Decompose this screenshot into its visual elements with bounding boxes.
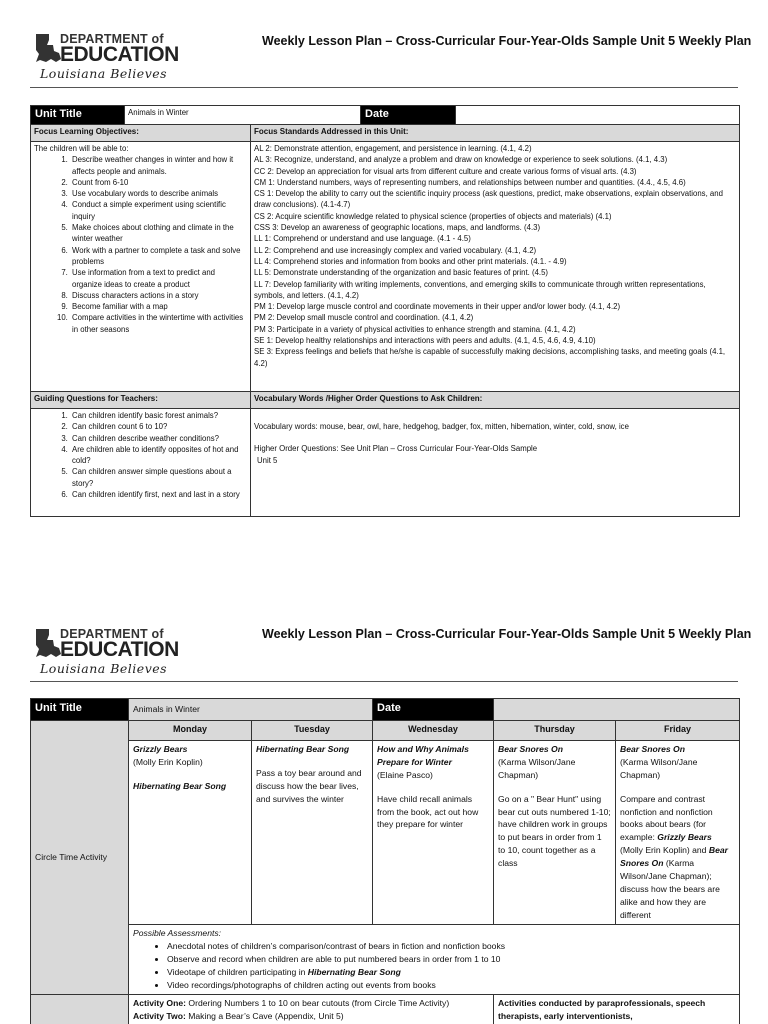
objective-item: 3. Use vocabulary words to describe animals	[70, 188, 247, 199]
document-title: Weekly Lesson Plan – Cross-Curricular Four-Year-Olds Sample Unit 5 Weekly Plan	[262, 627, 752, 641]
guiding-question: 3. Can children describe weather conditions?	[70, 433, 247, 444]
book-title: Bear Snores On	[620, 845, 728, 869]
thursday-activity	[494, 741, 616, 925]
logo-tagline: Louisiana Believes	[40, 66, 168, 81]
logo-education: EDUCATION	[60, 43, 179, 66]
guiding-question: 4. Are children able to identify opposites of hot and cold?	[70, 444, 247, 467]
date-label: Date	[373, 699, 494, 721]
book-title: Bear Snores On	[620, 744, 685, 754]
book-author: (Elaine Pasco)	[377, 769, 433, 780]
day-wednesday: Wednesday	[373, 721, 494, 741]
day-tuesday: Tuesday	[252, 721, 373, 741]
wednesday-activity	[373, 741, 494, 925]
standard-item: PM 3: Participate in a variety of physical activities to enhance strength and stamina. (4.1, 4.2)	[254, 324, 576, 334]
unit-plan-table	[30, 105, 740, 517]
day-thursday: Thursday	[494, 721, 616, 741]
paraprofessional-text: Activities conducted by paraprofessionals, speech therapists, early interventionists,	[498, 998, 706, 1021]
guiding-question: 2. Can children count 6 to 10?	[70, 421, 247, 432]
monday-activity	[129, 741, 252, 925]
song-title: Hibernating Bear Song	[256, 744, 350, 754]
objective-item: 9. Become familiar with a map	[70, 301, 247, 312]
guiding-questions-list	[34, 410, 247, 500]
unit-title-label: Unit Title	[31, 699, 129, 721]
doe-logo	[30, 30, 180, 86]
header-divider	[30, 87, 738, 88]
activity-one-label: Activity One:	[133, 998, 187, 1008]
unit-title-value: Animals in Winter	[129, 699, 373, 721]
objective-item: 5. Make choices about clothing and climate in the winter weather	[70, 222, 247, 245]
objectives-list	[34, 154, 247, 335]
standards-header: Focus Standards Addressed in this Unit:	[251, 124, 740, 141]
standard-item: LL 2: Comprehend and use increasingly complex and varied vocabulary. (4.1, 4.2)	[254, 245, 537, 255]
activity-description: Pass a toy bear around and discuss how the bear lives, and survives the winter	[256, 767, 362, 804]
assessment-item: • Observe and record when children are able to put numbered bears in order from 1 to 10	[167, 953, 735, 966]
standard-item: CSS 3: Develop an awareness of geographic locations, maps, and landforms. (4.3)	[254, 223, 541, 233]
standard-item: CC 2: Develop an appreciation for visual arts from different culture and create various forms of visual arts. (4.3)	[254, 166, 637, 176]
objective-item: 1. Describe weather changes in winter and how it affects people and animals.	[70, 154, 247, 177]
book-author: (Karma Wilson/Jane Chapman)	[620, 756, 698, 780]
standard-item: LL 5: Demonstrate understanding of the organization and basic features of print. (4.5)	[254, 268, 549, 278]
description-text: (Karma Wilson/Jane Chapman); discuss how the bears are alike and how they are different	[620, 858, 720, 920]
activity-description: Go on a " Bear Hunt" using bear cut outs numbered 1-10; have children work in groups to put bears in order from 1 to 10, count together as a class	[498, 793, 611, 869]
circle-time-label: Circle Time Activity	[31, 721, 129, 995]
objectives-intro: The children will be able to:	[34, 143, 129, 153]
activity-description: Have child recall animals from the book, act out how they prepare for winter	[377, 793, 479, 830]
louisiana-state-icon	[34, 32, 62, 66]
standard-item: LL 7: Develop familiarity with writing implements, conventions, and emerging skills to communicate through written representations, symbols, and letters. (4.1, 4.2)	[254, 279, 706, 300]
vocabulary-words: Vocabulary words: mouse, bear, owl, hare, hedgehog, badger, fox, mitten, hibernation, winter, cold, snow, ice	[254, 421, 629, 431]
date-label: Date	[361, 106, 456, 125]
unit-title-label: Unit Title	[31, 106, 125, 125]
book-title: Grizzly Bears	[657, 832, 712, 843]
standard-item: CS 1: Develop the ability to carry out the scientific inquiry process (ask questions, predict, make observations, explain observations, and draw conclusions). (4.1-4.7)	[254, 189, 723, 210]
document-title: Weekly Lesson Plan – Cross-Curricular Four-Year-Olds Sample Unit 5 Weekly Plan	[262, 34, 752, 48]
standard-item: CM 1: Understand numbers, ways of representing numbers, and relationships between number and quantities. (4.4., 4.5, 4.6)	[254, 177, 686, 187]
activity-two-label: Activity Two:	[133, 1010, 186, 1021]
unit-title-value: Animals in Winter	[125, 106, 361, 125]
higher-order-unit: Unit 5	[257, 455, 278, 465]
higher-order-questions: Higher Order Questions: See Unit Plan – Cross Curricular Four-Year-Olds Sample	[254, 444, 538, 454]
objective-item: 7. Use information from a text to predict and organize ideas to create a product	[70, 267, 247, 290]
activity-two-text: Making a Bear’s Cave (Appendix, Unit 5)	[188, 1010, 344, 1021]
objective-item: 10. Compare activities in the wintertime with activities in other seasons	[70, 312, 247, 335]
standard-item: SE 1: Develop healthy relationships and interactions with peers and adults. (4.1, 4.5, 4.6, 4.9, 4.10)	[254, 335, 596, 345]
guiding-question: 5. Can children answer simple questions about a story?	[70, 466, 247, 489]
logo-tagline: Louisiana Believes	[40, 661, 168, 676]
friday-activity	[616, 741, 740, 925]
standard-item: AL 2: Demonstrate attention, engagement, and persistence in learning. (4.1, 4.2)	[254, 143, 532, 153]
objectives-cell	[31, 141, 251, 391]
activities-row-label	[31, 995, 129, 1024]
objectives-header: Focus Learning Objectives:	[31, 124, 251, 141]
standards-cell	[251, 141, 740, 391]
header-divider	[30, 681, 738, 682]
assessments-list	[133, 940, 735, 992]
weekly-plan-table	[30, 698, 740, 1024]
standard-item: CS 2: Acquire scientific knowledge related to physical science (properties of objects and materials) (4.1)	[254, 211, 612, 221]
logo-education: EDUCATION	[60, 638, 179, 661]
day-monday: Monday	[129, 721, 252, 741]
assessment-text: Videotape of children participating in	[167, 966, 306, 977]
guiding-question: 1. Can children identify basic forest animals?	[70, 410, 247, 421]
description-text: (Molly Erin Koplin) and	[620, 845, 707, 856]
logo-department: DEPARTMENT of	[60, 32, 164, 46]
activity-description	[620, 793, 735, 922]
book-title: How and Why Animals Prepare for Winter	[377, 744, 469, 767]
book-title: Bear Snores On	[498, 744, 563, 754]
assessment-item: • Video recordings/photographs of children acting out events from books	[167, 979, 735, 992]
standard-item: AL 3: Recognize, understand, and analyze a problem and draw on knowledge or experience to seek solutions. (4.1, 4.3)	[254, 155, 668, 165]
assessment-item	[167, 966, 735, 979]
guiding-questions-cell	[31, 408, 251, 516]
book-author: (Molly Erin Koplin)	[133, 756, 203, 767]
paraprofessional-cell	[494, 995, 740, 1024]
date-value[interactable]	[494, 699, 740, 721]
assessment-item: • Anecdotal notes of children’s comparison/contrast of bears in fiction and nonfiction books	[167, 940, 735, 953]
vocabulary-header: Vocabulary Words /Higher Order Questions to Ask Children:	[251, 391, 740, 408]
description-text: Compare and contrast nonfiction and nonfiction books about bears (for example:	[620, 793, 713, 843]
book-author: (Karma Wilson/Jane Chapman)	[498, 756, 576, 780]
guiding-question: 6. Can children identify first, next and last in a story	[70, 489, 247, 500]
day-friday: Friday	[616, 721, 740, 741]
tuesday-activity	[252, 741, 373, 925]
standard-item: LL 1: Comprehend or understand and use language. (4.1 - 4.5)	[254, 234, 471, 244]
objective-item: 8. Discuss characters actions in a story	[70, 290, 247, 301]
assessments-cell	[129, 925, 740, 995]
doe-logo	[30, 625, 180, 681]
objective-item: 6. Work with a partner to complete a task and solve problems	[70, 245, 247, 268]
logo-department: DEPARTMENT of	[60, 627, 164, 641]
date-value[interactable]	[456, 106, 740, 125]
standard-item: PM 1: Develop large muscle control and coordinate movements in their upper and/or lower body. (4.1, 4.2)	[254, 302, 621, 312]
objective-item: 4. Conduct a simple experiment using scientific inquiry	[70, 199, 247, 222]
song-title: Hibernating Bear Song	[307, 966, 401, 977]
guiding-questions-header: Guiding Questions for Teachers:	[31, 391, 251, 408]
louisiana-state-icon	[34, 627, 62, 661]
objective-item: 2. Count from 6-10	[70, 177, 247, 188]
activity-one-text: Ordering Numbers 1 to 10 on bear cutouts (from Circle Time Activity)	[188, 998, 450, 1008]
song-title: Hibernating Bear Song	[133, 780, 227, 791]
standard-item: LL 4: Comprehend stories and information from books and other print materials. (4.1. - 4.9)	[254, 256, 567, 266]
standard-item: SE 3: Express feelings and beliefs that he/she is capable of successfully making decisions, accomplishing tasks, and meeting goals (4.1, 4.2)	[254, 347, 726, 368]
book-title: Grizzly Bears	[133, 744, 188, 754]
activities-cell	[129, 995, 494, 1024]
standard-item: PM 2: Develop small muscle control and coordination. (4.1, 4.2)	[254, 313, 474, 323]
vocabulary-cell	[251, 408, 740, 516]
assessments-label: Possible Assessments:	[133, 928, 222, 938]
